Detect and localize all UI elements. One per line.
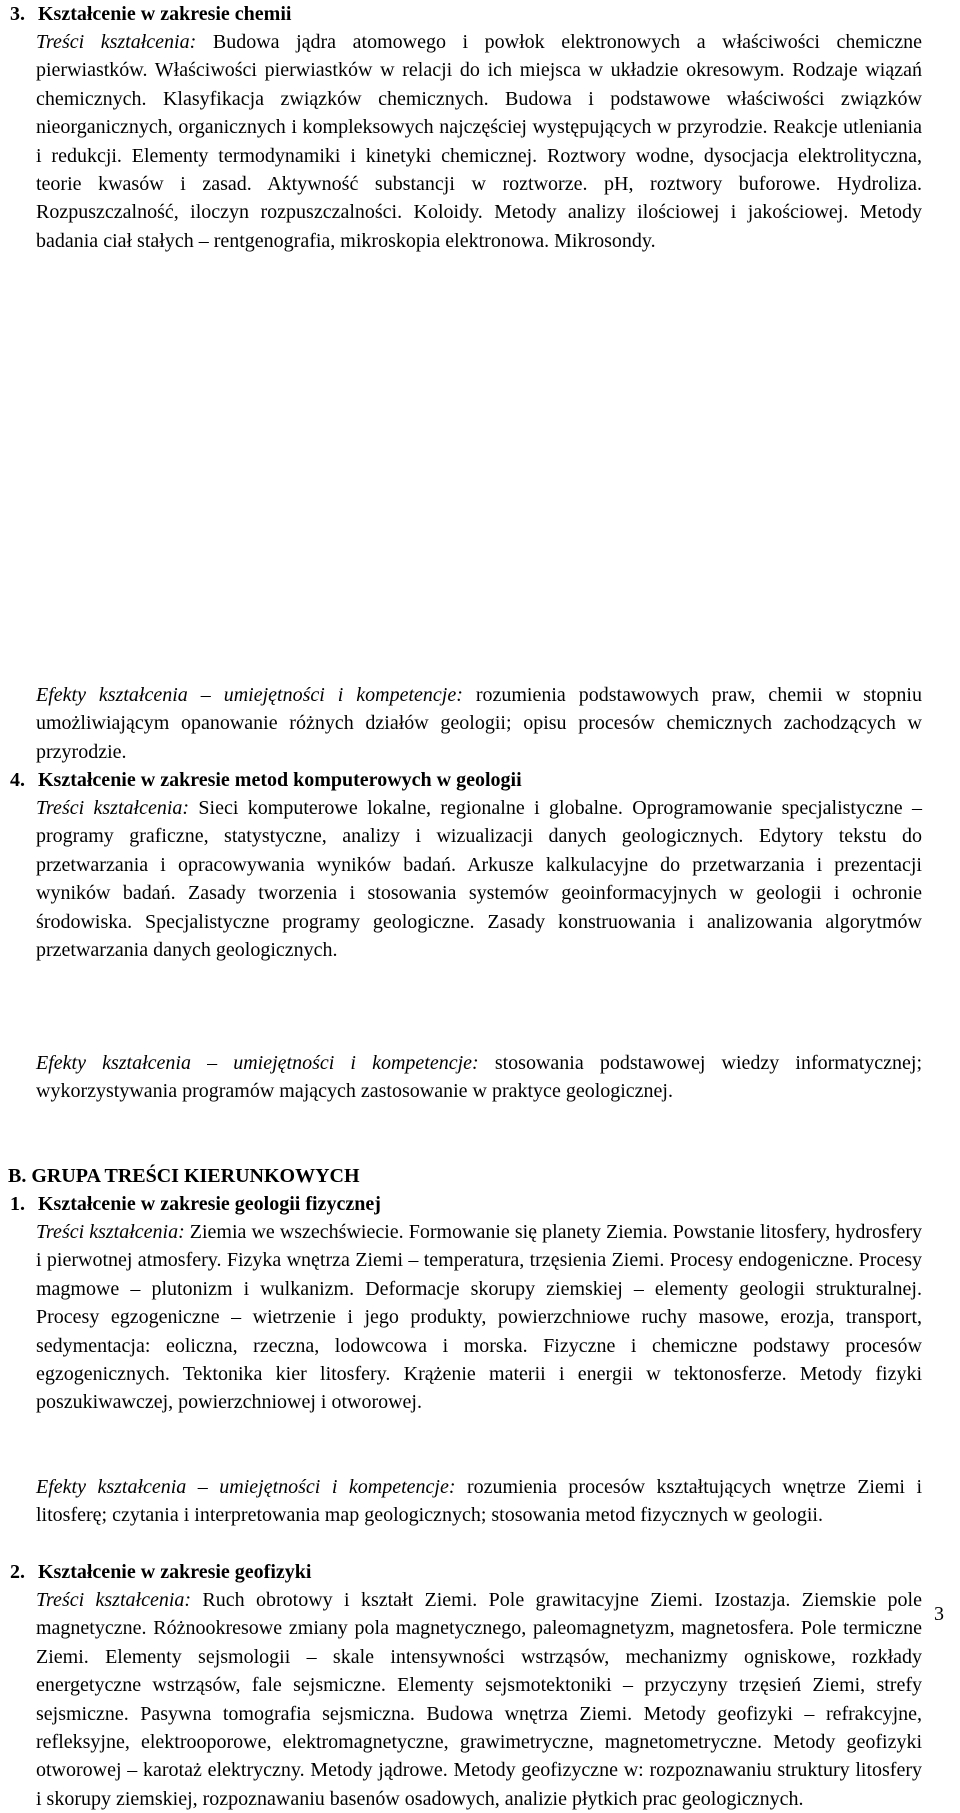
section-title: Kształcenie w zakresie geofizyki <box>38 1561 312 1583</box>
effects-text: rozumienia podstawowych praw, chemii w stopniu umożliwiającym opanowanie różnych działów geologii; opisu procesów chemicznych zachodzących w przyrodzie. <box>36 684 922 763</box>
effects-text: rozumienia procesów kształtujących wnętrze Ziemi i litosferę; czytania i interpretowania map geologicznych; stosowania metod fizycznych w geologii. <box>36 1476 923 1527</box>
section-title: Kształcenie w zakresie geologii fizycznej <box>38 1193 381 1215</box>
content-text: Sieci komputerowe lokalne, regionalne i globalne. Oprogramowanie specjalistyczne – programy graficzne, statystyczne, analizy i wizualizacji danych geologicznych. Edytory tekstu do przetwarzania i opracowywania wyników badań. Arkusze kalkulacyjne do przetwarzania i prezentacji wyników badań. Zasady tworzenia i stosowania systemów geoinformacyjnych w geologii i ochronie środowiska. Specjalistyczne programy geologiczne. Zasady konstruowania i analizowania algorytmów przetwarzania danych geologicznych. <box>36 797 922 962</box>
content-lead: Treści kształcenia: <box>36 31 197 53</box>
section-number: 1. <box>10 1193 25 1215</box>
section-number: 3. <box>10 3 25 25</box>
content-text: Ziemia we wszechświecie. Formowanie się planety Ziemia. Powstanie litosfery, hydrosfery i pierwotnej atmosfery. Fizyka wnętrza Ziemi – temperatura, trzęsienia Ziemi. Procesy endogeniczne. Procesy magmowe – plutonizm i wulkanizm. Deformacje skorupy ziemskiej – elementy geologii strukturalnej. Procesy egzogeniczne – wietrzenie i jego produkty, powierzchniowe ruchy masowe, erozja, transport, sedymentacja: eoliczna, rzeczna, lodowcowa i morska. Fizyczne i chemiczne podstawy procesów egzogenicznych. Tektonika kier litosfery. Krążenie materii i energii w tektonosferze. Metody fizyki poszukiwawczej, powierzchniowej i otworowej. <box>36 1221 922 1414</box>
page-number: 3 <box>934 1602 944 1625</box>
section-effects-paragraph <box>36 1473 922 1530</box>
group-heading: B. GRUPA TREŚCI KIERUNKOWYCH <box>8 1165 360 1187</box>
section-title: Kształcenie w zakresie chemii <box>38 3 292 25</box>
section-content-paragraph <box>36 1586 922 1813</box>
effects-lead: Efekty kształcenia – umiejętności i kompetencje: <box>36 1052 479 1074</box>
section-content-paragraph <box>36 1218 922 1417</box>
section-number: 4. <box>10 769 25 791</box>
section-effects-paragraph <box>36 1049 922 1106</box>
section-content-paragraph <box>36 794 922 964</box>
section-number: 2. <box>10 1561 25 1583</box>
effects-text: stosowania podstawowej wiedzy informatycznej; wykorzystywania programów mających zastosowanie w praktyce geologicznej. <box>36 1052 923 1103</box>
section-effects-paragraph <box>36 681 922 766</box>
content-text: Budowa jądra atomowego i powłok elektronowych a właściwości chemiczne pierwiastków. Właściwości pierwiastków w relacji do ich miejsca w układzie okresowym. Rodzaje wiązań chemicznych. Klasyfikacja związków chemicznych. Budowa i podstawowe właściwości związków nieorganicznych, organicznych i kompleksowych najczęściej występujących w przyrodzie. Reakcje utleniania i redukcji. Elementy termodynamiki i kinetyki chemicznej. Roztwory wodne, dysocjacja elektrolityczna, teorie kwasów i zasad. Aktywność substancji w roztworze. pH, roztwory buforowe. Hydroliza. Rozpuszczalność, iloczyn rozpuszczalności. Koloidy. Metody analizy ilościowej i jakościowej. Metody badania ciał stałych – rentgenografia, mikroskopia elektronowa. Mikrosondy. <box>36 31 922 252</box>
content-lead: Treści kształcenia: <box>36 1589 192 1611</box>
content-text: Ruch obrotowy i kształt Ziemi. Pole grawitacyjne Ziemi. Izostazja. Ziemskie pole magnetyczne. Różnookresowe zmiany pola magnetycznego, paleomagnetyzm, magnetosfera. Pole termiczne Ziemi. Elementy sejsmologii – skale intensywności wstrząsów, mechanizmy ogniskowe, rozkłady energetyczne wstrząsów, fale sejsmiczne. Elementy sejsmotektoniki – przyczyny trzęsień Ziemi, strefy sejsmiczne. Pasywna tomografia sejsmiczna. Budowa wnętrza Ziemi. Metody geofizyki – refrakcyjne, refleksyjne, elektrooporowe, elektromagnetyczne, grawimetryczne, magnetometryczne. Metody geofizyki otworowej – karotaż elektryczny. Metody jądrowe. Metody geofizyczne w: rozpoznawaniu struktury litosfery i skorupy ziemskiej, rozpoznawaniu basenów osadowych, analizie płytkich prac geologicznych. <box>36 1589 922 1810</box>
section-title: Kształcenie w zakresie metod komputerowych w geologii <box>38 769 522 791</box>
effects-lead: Efekty kształcenia – umiejętności i kompetencje: <box>36 1476 456 1498</box>
section-content-paragraph <box>36 28 922 255</box>
content-lead: Treści kształcenia: <box>36 1221 185 1243</box>
content-lead: Treści kształcenia: <box>36 797 190 819</box>
effects-lead: Efekty kształcenia – umiejętności i kompetencje: <box>36 684 463 706</box>
